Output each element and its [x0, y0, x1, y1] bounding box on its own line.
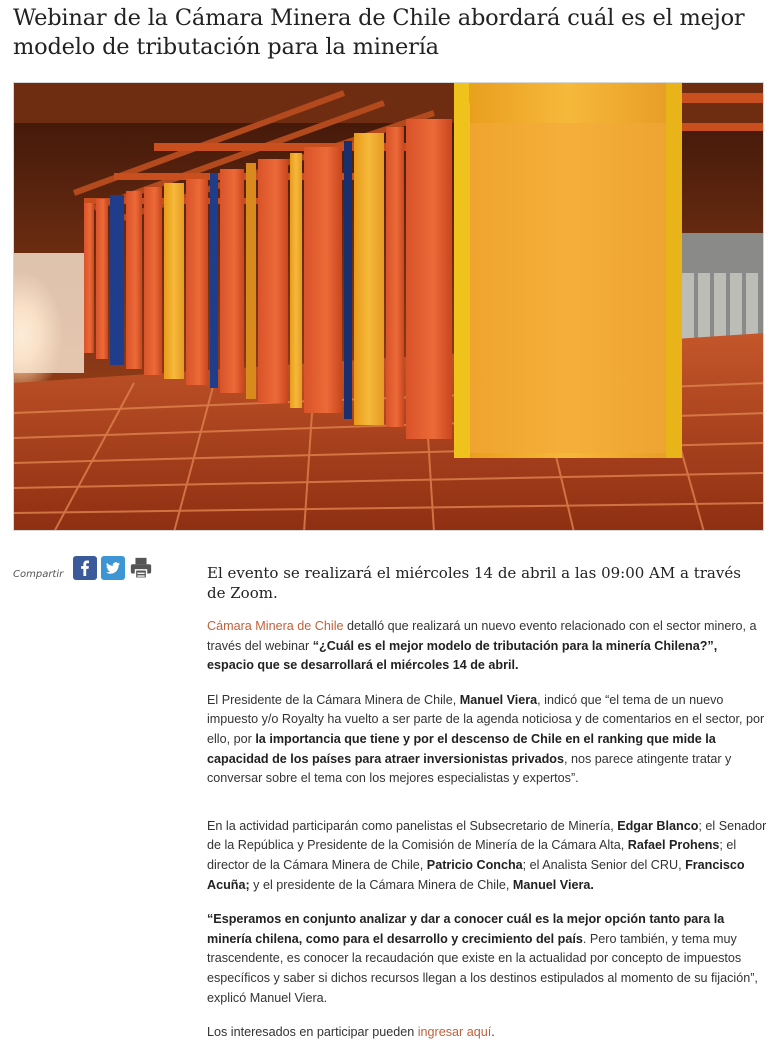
text: . — [491, 1025, 495, 1040]
twitter-icon — [101, 556, 125, 580]
text: ; el Analista Senior del CRU, — [522, 857, 686, 872]
text: ; el director de la Cámara Minera de Chile, — [207, 838, 737, 872]
register-link[interactable]: ingresar aquí — [417, 1025, 492, 1040]
text: detalló que realizará un nuevo evento relacionado con el sector minero, a través del webinar — [207, 619, 757, 653]
paragraph-3 — [207, 817, 767, 895]
text: y el presidente de la Cámara Minera de Chile, — [249, 877, 513, 892]
article-body — [207, 617, 767, 1058]
facebook-share-button[interactable] — [73, 556, 97, 580]
bold-text: “¿Cuál es el mejor modelo de tributación para la minería Chilena?”, espacio que se desarrollará el miércoles 14 de abril. — [207, 638, 718, 673]
text: El Presidente de la Cámara Minera de Chile, — [207, 692, 460, 707]
hero-image — [13, 82, 764, 531]
bold-text: “Esperamos en conjunto analizar y dar a conocer cuál es la mejor opción tanto para la minería chilena, como para el desarrollo y crecimiento del país — [207, 912, 725, 946]
share-bar — [13, 556, 153, 580]
paragraph-4 — [207, 910, 767, 1008]
copper-cathodes-illustration — [14, 83, 764, 531]
twitter-share-button[interactable] — [101, 556, 125, 580]
print-button[interactable] — [129, 556, 153, 580]
bold-text: Manuel Viera. — [512, 877, 594, 892]
text: ; el Senador de la República y Presidente de la Comisión de Minería de la Cámara Alta, — [207, 818, 767, 853]
bold-text: la importancia que tiene y por el descenso de Chile en el ranking que mide la capacidad de los países para atraer inversionistas privados — [207, 731, 716, 766]
camara-minera-link[interactable]: Cámara Minera de Chile — [207, 619, 344, 633]
article-lead: El evento se realizará el miércoles 14 de abril a las 09:00 AM a través de Zoom. — [207, 564, 741, 602]
facebook-icon — [73, 556, 97, 580]
bold-text: Patricio Concha — [426, 857, 523, 872]
bold-text: Rafael Prohens — [627, 838, 720, 853]
share-label: Compartir — [13, 568, 64, 580]
text: Los interesados en participar pueden — [207, 1025, 418, 1040]
bold-text: Francisco Acuña; — [207, 857, 745, 892]
bold-text: Edgar Blanco — [617, 818, 699, 833]
paragraph-2 — [207, 691, 767, 789]
article-title: Webinar de la Cámara Minera de Chile abordará cuál es el mejor modelo de tributación para la minería — [13, 5, 745, 60]
text: , indicó que “el tema de un nuevo impuesto y/o Royalty ha vuelto a ser parte de la agenda noticiosa y de comentarios en el sector, por ello, por — [207, 692, 765, 746]
bold-text: Manuel Viera — [459, 692, 538, 707]
print-icon — [129, 555, 153, 581]
text: En la actividad participarán como panelistas el Subsecretario de Minería, — [207, 818, 618, 833]
text: . Pero también, y tema muy trascendente, es conocer la recaudación que existe en la actualidad por concepto de impuestos específicos y saber si dichos recursos llegan a los destinos estipulados al momento de su fijación”, explicó Manuel Viera. — [207, 931, 758, 1005]
paragraph-1 — [207, 617, 767, 676]
paragraph-5 — [207, 1023, 767, 1043]
text: , nos parece atingente tratar y conversar sobre el tema con los mejores especialistas y expertos”. — [207, 751, 732, 786]
